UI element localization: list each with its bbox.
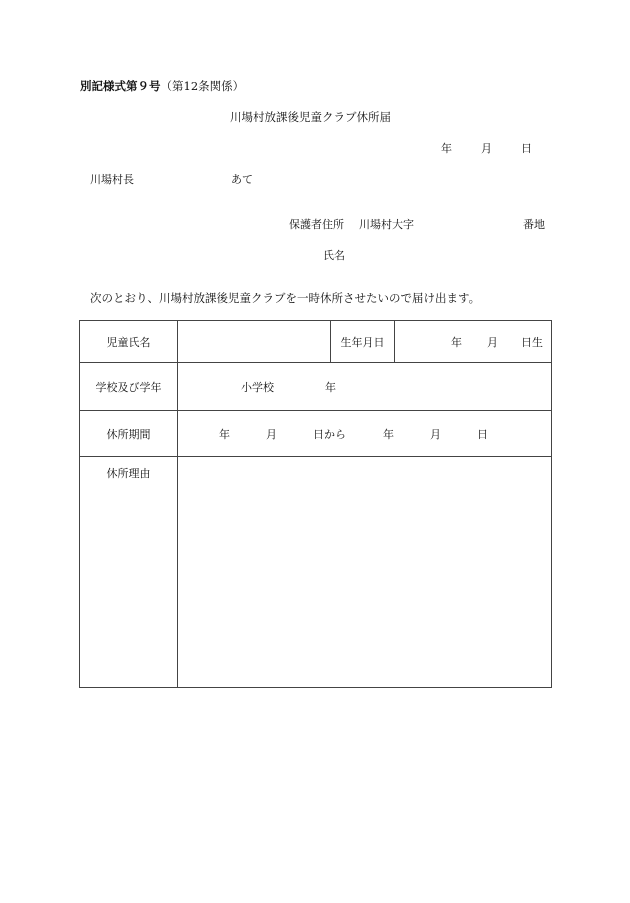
- row-school: [80, 363, 552, 411]
- school-suffix: 小学校: [241, 380, 274, 394]
- reason-field[interactable]: [178, 457, 552, 688]
- grade-suffix: 年: [325, 380, 336, 394]
- school-field[interactable]: [178, 363, 552, 411]
- date-year: 年: [441, 142, 452, 155]
- child-name-field[interactable]: [178, 321, 331, 363]
- birth-month: 月: [487, 335, 498, 349]
- birth-day: 日生: [521, 335, 543, 349]
- guardian-address-banchi: 番地: [523, 218, 545, 231]
- addressee-suffix: あて: [231, 173, 253, 186]
- form-number: [80, 78, 244, 94]
- birth-date-label: 生年月日: [331, 321, 395, 363]
- birth-year: 年: [451, 335, 462, 349]
- row-child-name: [80, 321, 552, 363]
- submission-date: [441, 140, 532, 156]
- period-end-day: 日: [477, 427, 488, 441]
- date-day: 日: [521, 142, 532, 155]
- form-number-text: 別記様式第９号: [80, 79, 161, 93]
- application-table: [79, 320, 552, 688]
- guardian-address-label: 保護者住所: [289, 218, 344, 231]
- row-reason: [80, 457, 552, 688]
- addressee-name: 川場村長: [90, 173, 134, 186]
- period-label: 休所期間: [80, 411, 178, 457]
- form-relation: （第12条関係）: [160, 79, 245, 93]
- intro-text: 次のとおり、川場村放課後児童クラブを一時休所させたいので届け出ます。: [90, 291, 481, 305]
- guardian-name-label: 氏名: [323, 249, 345, 262]
- child-name-label: 児童氏名: [80, 321, 178, 363]
- period-end-month: 月: [430, 427, 441, 441]
- date-month: 月: [481, 142, 492, 155]
- row-period: [80, 411, 552, 457]
- period-start-month: 月: [266, 427, 277, 441]
- reason-label: 休所理由: [80, 457, 178, 688]
- period-field[interactable]: [178, 411, 552, 457]
- school-label: 学校及び学年: [80, 363, 178, 411]
- document-title: 川場村放課後児童クラブ休所届: [230, 110, 391, 124]
- guardian-address-village: 川場村大字: [359, 218, 414, 231]
- period-start-year: 年: [219, 427, 230, 441]
- period-from: 日から: [313, 427, 346, 441]
- birth-date-field[interactable]: [395, 321, 552, 363]
- period-end-year: 年: [383, 427, 394, 441]
